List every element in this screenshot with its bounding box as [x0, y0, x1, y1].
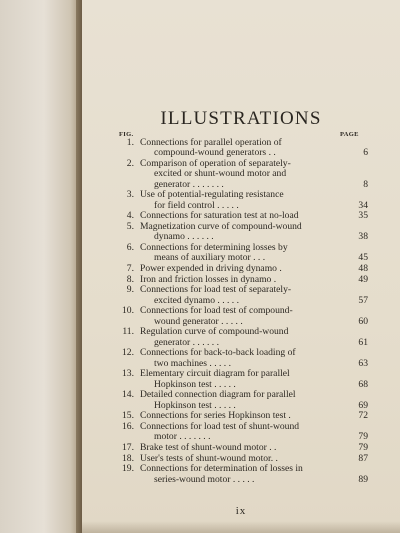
figure-caption — [140, 264, 368, 274]
figure-number: 19. — [122, 463, 134, 475]
caption-line: wound generator . . . . . — [154, 316, 243, 327]
page-shadow — [82, 521, 400, 533]
figure-number: 2. — [126, 157, 134, 169]
figure-number: 6. — [126, 241, 134, 253]
page-number: 35 — [358, 210, 368, 222]
list-item — [116, 211, 368, 221]
caption-line: Regulation curve of compound-wound — [140, 327, 289, 338]
figure-caption — [140, 243, 368, 264]
caption-line: excited dynamo . . . . . — [154, 295, 239, 306]
figure-caption — [140, 285, 368, 306]
figure-number: 18. — [122, 452, 134, 464]
caption-line: dynamo . . . . . . — [154, 232, 214, 243]
list-item — [116, 454, 368, 464]
page-number: 48 — [358, 262, 368, 274]
caption-line: Connections for load test of separately- — [140, 285, 292, 296]
caption-line: Elementary circuit diagram for parallel — [140, 369, 290, 380]
caption-line: Comparison of operation of separately- — [140, 158, 291, 169]
page-number: 34 — [358, 199, 368, 211]
page-number: 49 — [358, 273, 368, 285]
figure-number: 10. — [122, 305, 134, 317]
caption-line: generator . . . . . . . — [154, 179, 224, 190]
list-item — [116, 285, 368, 306]
caption-line: Hopkinson test . . . . . — [154, 400, 236, 411]
figure-number: 13. — [122, 368, 134, 380]
list-item — [116, 422, 368, 443]
list-item — [116, 390, 368, 411]
figure-caption — [140, 159, 368, 190]
figure-caption — [140, 411, 368, 421]
figure-caption — [140, 454, 368, 464]
figure-caption — [140, 190, 368, 211]
figure-number: 16. — [122, 420, 134, 432]
list-item — [116, 222, 368, 243]
figure-number: 4. — [126, 210, 134, 222]
list-item — [116, 348, 368, 369]
caption-line: Brake test of shunt-wound motor . . — [140, 442, 277, 453]
caption-line: Connections for determining losses by — [140, 242, 288, 253]
caption-line: Connections for determination of losses in — [140, 464, 303, 475]
list-item — [116, 264, 368, 274]
caption-line: generator . . . . . . — [154, 337, 220, 348]
caption-line: Detailed connection diagram for parallel — [140, 390, 296, 401]
caption-line: Power expended in driving dynamo . — [140, 263, 282, 274]
page-number: 61 — [358, 336, 368, 348]
figure-number: 17. — [122, 441, 134, 453]
page-number: 89 — [358, 473, 368, 485]
caption-line: Iron and friction losses in dynamo . — [140, 274, 277, 285]
list-item — [116, 464, 368, 485]
figure-caption — [140, 369, 368, 390]
page-number: 79 — [358, 431, 368, 443]
caption-line: Connections for load test of compound- — [140, 306, 293, 317]
page-number: 68 — [358, 378, 368, 390]
facing-page-edge — [0, 0, 80, 533]
figure-number: 1. — [126, 137, 134, 148]
figure-number: 14. — [122, 389, 134, 401]
caption-line: Use of potential-regulating resistance — [140, 190, 284, 201]
figure-caption — [140, 422, 368, 443]
page-number: 72 — [358, 410, 368, 422]
page-number: 6 — [363, 147, 368, 159]
book-page — [82, 0, 400, 533]
figure-number: 7. — [126, 262, 134, 274]
page-number: 45 — [358, 252, 368, 264]
fig-column-heading: FIG. — [119, 131, 134, 138]
page-number: 57 — [358, 294, 368, 306]
page-number: 8 — [363, 178, 368, 190]
list-item — [116, 138, 368, 159]
caption-line: for field control . . . . . — [154, 200, 239, 211]
page-number: 79 — [358, 441, 368, 453]
caption-line: Connections for saturation test at no-load — [140, 211, 299, 222]
page-number: 63 — [358, 357, 368, 369]
figure-caption — [140, 348, 368, 369]
figure-number: 12. — [122, 347, 134, 359]
caption-line: Connections for parallel operation of — [140, 138, 282, 148]
list-item — [116, 443, 368, 453]
caption-line: excited or shunt-wound motor and — [154, 169, 287, 180]
figure-caption — [140, 222, 368, 243]
page-number: 87 — [358, 452, 368, 464]
page-title: ILLUSTRATIONS — [160, 108, 322, 129]
list-item — [116, 327, 368, 348]
illustrations-list — [116, 138, 368, 485]
caption-line: Connections for series Hopkinson test . — [140, 411, 291, 422]
figure-number: 8. — [126, 273, 134, 285]
caption-line: Connections for load test of shunt-wound — [140, 421, 300, 432]
figure-caption — [140, 327, 368, 348]
caption-line: Magnetization curve of compound-wound — [140, 221, 302, 232]
list-item — [116, 243, 368, 264]
page-number: 38 — [358, 231, 368, 243]
list-item — [116, 159, 368, 190]
figure-caption — [140, 138, 368, 159]
caption-line: compound-wound generators . . — [154, 148, 276, 159]
caption-line: Hopkinson test . . . . . — [154, 379, 236, 390]
figure-caption — [140, 443, 368, 453]
caption-line: motor . . . . . . . — [154, 432, 211, 443]
figure-number: 3. — [126, 189, 134, 201]
caption-line: means of auxiliary motor . . . — [154, 253, 266, 264]
list-item — [116, 190, 368, 211]
figure-number: 9. — [126, 284, 134, 296]
figure-caption — [140, 390, 368, 411]
figure-number: 11. — [122, 326, 134, 338]
figure-caption — [140, 306, 368, 327]
caption-line: Connections for back-to-back loading of — [140, 348, 296, 359]
list-item — [116, 306, 368, 327]
caption-line: User's tests of shunt-wound motor. . — [140, 453, 278, 464]
figure-number: 5. — [126, 220, 134, 232]
page-number: 69 — [358, 399, 368, 411]
page-folio: ix — [235, 505, 247, 517]
figure-number: 15. — [122, 410, 134, 422]
list-item — [116, 411, 368, 421]
figure-caption — [140, 211, 368, 221]
list-item — [116, 275, 368, 285]
figure-caption — [140, 275, 368, 285]
list-item — [116, 369, 368, 390]
caption-line: series-wound motor . . . . . — [154, 474, 255, 485]
page-number: 60 — [358, 315, 368, 327]
caption-line: two machines . . . . . — [154, 358, 232, 369]
figure-caption — [140, 464, 368, 485]
page-column-heading: PAGE — [340, 131, 359, 138]
